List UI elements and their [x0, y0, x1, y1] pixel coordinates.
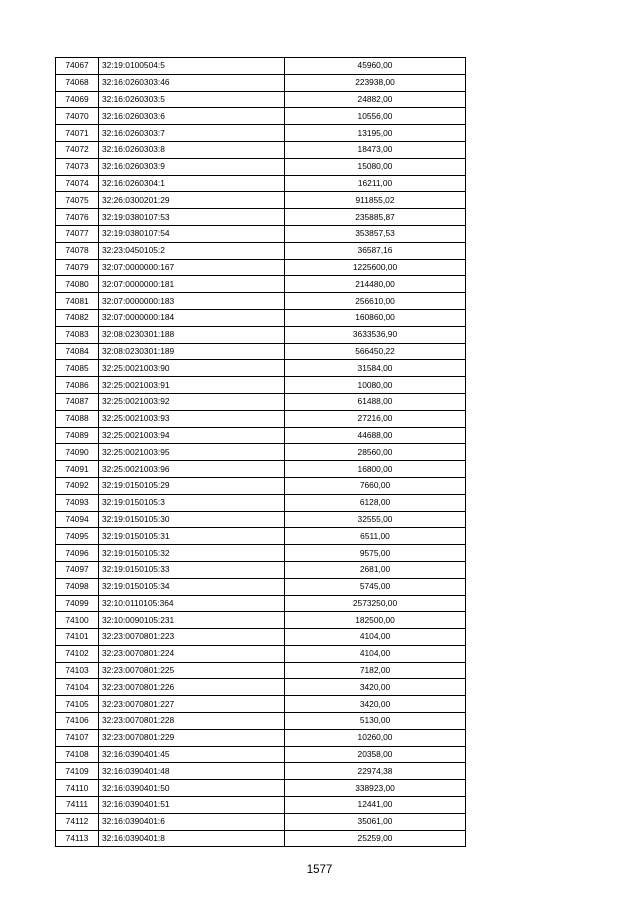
cadastral-number-cell: 32:25:0021003:90 — [99, 360, 285, 377]
cadastral-value-cell: 44688,00 — [285, 427, 466, 444]
row-number-cell: 74105 — [56, 696, 99, 713]
cadastral-value-cell: 18473,00 — [285, 141, 466, 158]
cadastral-number-cell: 32:23:0070801:223 — [99, 629, 285, 646]
cadastral-number-cell: 32:25:0021003:92 — [99, 393, 285, 410]
cadastral-value-cell: 31584,00 — [285, 360, 466, 377]
cadastral-value-cell: 7660,00 — [285, 477, 466, 494]
row-number-cell: 74072 — [56, 141, 99, 158]
cadastral-number-cell: 32:10:0090105:231 — [99, 612, 285, 629]
table-row — [56, 158, 466, 175]
table-row — [56, 511, 466, 528]
cadastral-number-cell: 32:19:0380107:54 — [99, 225, 285, 242]
cadastral-value-cell: 256610,00 — [285, 293, 466, 310]
cadastral-value-cell: 235885,87 — [285, 209, 466, 226]
row-number-cell: 74107 — [56, 729, 99, 746]
row-number-cell: 74067 — [56, 58, 99, 75]
table-row — [56, 393, 466, 410]
cadastral-number-cell: 32:23:0450105:2 — [99, 242, 285, 259]
cadastral-number-cell: 32:19:0150105:31 — [99, 528, 285, 545]
table-row — [56, 477, 466, 494]
cadastral-number-cell: 32:25:0021003:94 — [99, 427, 285, 444]
table-body — [56, 58, 466, 847]
table-row — [56, 175, 466, 192]
row-number-cell: 74070 — [56, 108, 99, 125]
table-row — [56, 377, 466, 394]
table-row — [56, 410, 466, 427]
cadastral-number-cell: 32:16:0260304:1 — [99, 175, 285, 192]
cadastral-value-cell: 1225600,00 — [285, 259, 466, 276]
table-row — [56, 763, 466, 780]
table-row — [56, 343, 466, 360]
cadastral-value-cell: 223938,00 — [285, 74, 466, 91]
cadastral-number-cell: 32:23:0070801:228 — [99, 713, 285, 730]
cadastral-value-cell: 24882,00 — [285, 91, 466, 108]
table-row — [56, 259, 466, 276]
cadastral-value-cell: 160860,00 — [285, 309, 466, 326]
row-number-cell: 74080 — [56, 276, 99, 293]
cadastral-value-cell: 566450,22 — [285, 343, 466, 360]
row-number-cell: 74089 — [56, 427, 99, 444]
cadastral-number-cell: 32:10:0110105:364 — [99, 595, 285, 612]
table-row — [56, 528, 466, 545]
cadastral-number-cell: 32:08:0230301:189 — [99, 343, 285, 360]
row-number-cell: 74093 — [56, 494, 99, 511]
cadastral-number-cell: 32:19:0150105:30 — [99, 511, 285, 528]
table-row — [56, 141, 466, 158]
cadastral-number-cell: 32:19:0380107:53 — [99, 209, 285, 226]
row-number-cell: 74098 — [56, 578, 99, 595]
table-row — [56, 225, 466, 242]
cadastral-value-cell: 214480,00 — [285, 276, 466, 293]
cadastral-value-cell: 4104,00 — [285, 645, 466, 662]
row-number-cell: 74084 — [56, 343, 99, 360]
table-row — [56, 209, 466, 226]
cadastral-number-cell: 32:25:0021003:95 — [99, 444, 285, 461]
cadastral-value-cell: 25259,00 — [285, 830, 466, 847]
row-number-cell: 74092 — [56, 477, 99, 494]
cadastral-number-cell: 32:16:0390401:48 — [99, 763, 285, 780]
cadastral-value-cell: 9575,00 — [285, 545, 466, 562]
table-row — [56, 444, 466, 461]
cadastral-number-cell: 32:25:0021003:96 — [99, 461, 285, 478]
row-number-cell: 74113 — [56, 830, 99, 847]
table-row — [56, 545, 466, 562]
row-number-cell: 74068 — [56, 74, 99, 91]
table-row — [56, 780, 466, 797]
cadastral-value-cell: 32555,00 — [285, 511, 466, 528]
cadastral-number-cell: 32:19:0150105:29 — [99, 477, 285, 494]
cadastral-value-cell: 45960,00 — [285, 58, 466, 75]
table-row — [56, 696, 466, 713]
row-number-cell: 74099 — [56, 595, 99, 612]
table-row — [56, 293, 466, 310]
cadastral-number-cell: 32:23:0070801:227 — [99, 696, 285, 713]
cadastral-value-cell: 13195,00 — [285, 125, 466, 142]
table-row — [56, 91, 466, 108]
cadastral-number-cell: 32:16:0390401:45 — [99, 746, 285, 763]
row-number-cell: 74079 — [56, 259, 99, 276]
cadastral-value-cell: 2573250,00 — [285, 595, 466, 612]
table-row — [56, 461, 466, 478]
row-number-cell: 74086 — [56, 377, 99, 394]
cadastral-number-cell: 32:07:0000000:181 — [99, 276, 285, 293]
cadastral-value-table — [55, 57, 466, 847]
cadastral-number-cell: 32:16:0260303:8 — [99, 141, 285, 158]
row-number-cell: 74097 — [56, 561, 99, 578]
row-number-cell: 74075 — [56, 192, 99, 209]
cadastral-value-cell: 10080,00 — [285, 377, 466, 394]
row-number-cell: 74103 — [56, 662, 99, 679]
row-number-cell: 74096 — [56, 545, 99, 562]
row-number-cell: 74077 — [56, 225, 99, 242]
table-row — [56, 713, 466, 730]
cadastral-number-cell: 32:16:0260303:7 — [99, 125, 285, 142]
table-row — [56, 108, 466, 125]
row-number-cell: 74100 — [56, 612, 99, 629]
cadastral-value-cell: 4104,00 — [285, 629, 466, 646]
row-number-cell: 74074 — [56, 175, 99, 192]
table-row — [56, 192, 466, 209]
row-number-cell: 74111 — [56, 797, 99, 814]
cadastral-number-cell: 32:16:0390401:51 — [99, 797, 285, 814]
cadastral-number-cell: 32:16:0390401:6 — [99, 813, 285, 830]
cadastral-value-cell: 12441,00 — [285, 797, 466, 814]
table-row — [56, 813, 466, 830]
table-row — [56, 645, 466, 662]
row-number-cell: 74081 — [56, 293, 99, 310]
row-number-cell: 74109 — [56, 763, 99, 780]
cadastral-value-cell: 5130,00 — [285, 713, 466, 730]
table-row — [56, 242, 466, 259]
row-number-cell: 74112 — [56, 813, 99, 830]
cadastral-number-cell: 32:23:0070801:224 — [99, 645, 285, 662]
cadastral-number-cell: 32:19:0150105:3 — [99, 494, 285, 511]
cadastral-number-cell: 32:23:0070801:226 — [99, 679, 285, 696]
table-row — [56, 830, 466, 847]
table-row — [56, 58, 466, 75]
row-number-cell: 74087 — [56, 393, 99, 410]
table-row — [56, 276, 466, 293]
row-number-cell: 74073 — [56, 158, 99, 175]
row-number-cell: 74095 — [56, 528, 99, 545]
cadastral-value-cell: 182500,00 — [285, 612, 466, 629]
row-number-cell: 74110 — [56, 780, 99, 797]
table-row — [56, 746, 466, 763]
cadastral-value-cell: 6128,00 — [285, 494, 466, 511]
cadastral-number-cell: 32:19:0100504:5 — [99, 58, 285, 75]
cadastral-value-cell: 5745,00 — [285, 578, 466, 595]
row-number-cell: 74071 — [56, 125, 99, 142]
table-row — [56, 629, 466, 646]
row-number-cell: 74091 — [56, 461, 99, 478]
cadastral-value-cell: 16800,00 — [285, 461, 466, 478]
cadastral-value-cell: 3420,00 — [285, 696, 466, 713]
table-row — [56, 427, 466, 444]
cadastral-value-cell: 27216,00 — [285, 410, 466, 427]
cadastral-value-cell: 35061,00 — [285, 813, 466, 830]
table-row — [56, 679, 466, 696]
table-row — [56, 360, 466, 377]
cadastral-number-cell: 32:07:0000000:183 — [99, 293, 285, 310]
page-number: 1577 — [306, 864, 333, 876]
cadastral-value-cell: 3633536,90 — [285, 326, 466, 343]
table-row — [56, 309, 466, 326]
table-row — [56, 612, 466, 629]
cadastral-value-cell: 15080,00 — [285, 158, 466, 175]
row-number-cell: 74101 — [56, 629, 99, 646]
row-number-cell: 74094 — [56, 511, 99, 528]
row-number-cell: 74085 — [56, 360, 99, 377]
cadastral-number-cell: 32:07:0000000:184 — [99, 309, 285, 326]
row-number-cell: 74090 — [56, 444, 99, 461]
cadastral-number-cell: 32:16:0390401:50 — [99, 780, 285, 797]
cadastral-value-cell: 3420,00 — [285, 679, 466, 696]
row-number-cell: 74108 — [56, 746, 99, 763]
table-row — [56, 662, 466, 679]
cadastral-value-cell: 2681,00 — [285, 561, 466, 578]
cadastral-value-cell: 6511,00 — [285, 528, 466, 545]
cadastral-value-cell: 10260,00 — [285, 729, 466, 746]
cadastral-value-cell: 911855,02 — [285, 192, 466, 209]
cadastral-value-cell: 28560,00 — [285, 444, 466, 461]
row-number-cell: 74104 — [56, 679, 99, 696]
cadastral-number-cell: 32:16:0260303:6 — [99, 108, 285, 125]
cadastral-number-cell: 32:19:0150105:34 — [99, 578, 285, 595]
table-row — [56, 729, 466, 746]
cadastral-number-cell: 32:19:0150105:32 — [99, 545, 285, 562]
cadastral-number-cell: 32:08:0230301:188 — [99, 326, 285, 343]
cadastral-number-cell: 32:16:0260303:9 — [99, 158, 285, 175]
table-row — [56, 561, 466, 578]
cadastral-value-cell: 7182,00 — [285, 662, 466, 679]
table-row — [56, 74, 466, 91]
cadastral-number-cell: 32:16:0260303:5 — [99, 91, 285, 108]
cadastral-value-cell: 61488,00 — [285, 393, 466, 410]
cadastral-number-cell: 32:19:0150105:33 — [99, 561, 285, 578]
table-row — [56, 578, 466, 595]
row-number-cell: 74088 — [56, 410, 99, 427]
table-row — [56, 797, 466, 814]
cadastral-number-cell: 32:23:0070801:225 — [99, 662, 285, 679]
table-row — [56, 326, 466, 343]
row-number-cell: 74102 — [56, 645, 99, 662]
table-row — [56, 595, 466, 612]
cadastral-value-cell: 20358,00 — [285, 746, 466, 763]
table-row — [56, 494, 466, 511]
table-row — [56, 125, 466, 142]
cadastral-number-cell: 32:25:0021003:93 — [99, 410, 285, 427]
cadastral-number-cell: 32:23:0070801:229 — [99, 729, 285, 746]
cadastral-number-cell: 32:25:0021003:91 — [99, 377, 285, 394]
cadastral-number-cell: 32:26:0300201:29 — [99, 192, 285, 209]
cadastral-number-cell: 32:07:0000000:167 — [99, 259, 285, 276]
row-number-cell: 74078 — [56, 242, 99, 259]
row-number-cell: 74076 — [56, 209, 99, 226]
row-number-cell: 74106 — [56, 713, 99, 730]
cadastral-value-cell: 10556,00 — [285, 108, 466, 125]
cadastral-number-cell: 32:16:0260303:46 — [99, 74, 285, 91]
cadastral-value-cell: 22974,38 — [285, 763, 466, 780]
cadastral-number-cell: 32:16:0390401:8 — [99, 830, 285, 847]
cadastral-value-cell: 36587,16 — [285, 242, 466, 259]
cadastral-value-cell: 338923,00 — [285, 780, 466, 797]
cadastral-value-cell: 353857,53 — [285, 225, 466, 242]
row-number-cell: 74082 — [56, 309, 99, 326]
row-number-cell: 74069 — [56, 91, 99, 108]
row-number-cell: 74083 — [56, 326, 99, 343]
cadastral-value-cell: 16211,00 — [285, 175, 466, 192]
